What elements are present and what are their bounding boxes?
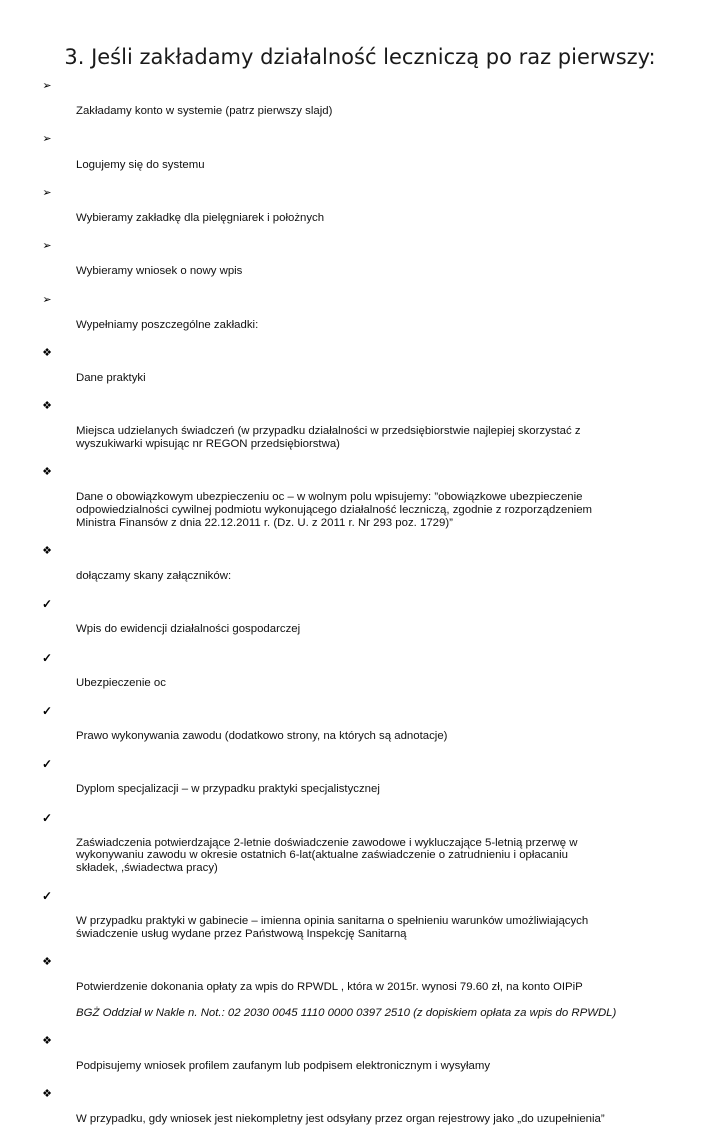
list-item [40,400,700,463]
list-item-text: Podpisujemy wniosek profilem zaufanym lub podpisem elektronicznym i wysyłamy [76,1059,491,1072]
diamond-bullet-icon [40,545,54,558]
checkmark-bullet-icon [40,652,54,665]
list-item [40,466,700,542]
list-item-text: Miejsca udzielanych świadczeń (w przypadku działalności w przedsiębiorstwie najlepiej skorzystać z wyszukiwarki wpisując nr REGON przedsiębiorstwa) [76,425,581,451]
list-item-text: Prawo wykonywania zawodu (dodatkowo strony, na których są adnotacje) [76,730,448,743]
list-item [40,1035,700,1085]
checkmark-bullet-icon [40,598,54,611]
arrow-bullet-icon [40,240,54,253]
list-item [40,347,700,397]
checkmark-bullet-icon [40,890,54,903]
arrow-bullet-icon [40,133,54,146]
list-item [40,956,700,1032]
list-item [40,1088,700,1138]
diamond-bullet-icon [40,466,54,479]
arrow-bullet-icon [40,187,54,200]
checkmark-bullet-icon [40,758,54,771]
arrow-bullet-icon [40,80,54,93]
list-item-text: Dane praktyki [76,372,146,385]
list-item-text: Dane o obowiązkowym ubezpieczeniu oc – w wolnym polu wpisujemy: ”obowiązkowe ubezpieczenie odpowiedzialności cywilnej podmiotu wykonującego działalność leczniczą, zgodnie z rozporządzeniem Ministra Finansów z dnia 22.12.2011 r. (Dz. U. z 2011 r. Nr 293 poz. 1729)” [76,491,593,529]
list-item [40,294,700,344]
list-item-text: Ubezpieczenie oc [76,676,166,689]
diamond-bullet-icon [40,1035,54,1048]
list-item-text: Logujemy się do systemu [76,158,205,171]
diamond-bullet-icon [40,956,54,969]
list-item-text: Dyplom specjalizacji – w przypadku praktyki specjalistycznej [76,783,380,796]
diamond-bullet-icon [40,1088,54,1101]
list-item [40,240,700,290]
list-item [40,652,700,702]
list-item-text: Wybieramy zakładkę dla pielęgniarek i położnych [76,211,325,224]
list-item-text: Wpis do ewidencji działalności gospodarczej [76,623,301,636]
list-item [40,133,700,183]
list-item-text: Zakładamy konto w systemie (patrz pierwszy slajd) [76,105,333,118]
slide-title: 3. Jeśli zakładamy działalność leczniczą po raz pierwszy: [64,45,656,69]
bullet-list [40,80,700,1142]
diamond-bullet-icon [40,347,54,360]
bank-account-text: BGŻ Oddział w Nakle n. Not.: 02 2030 0045 1110 0000 0397 2510 (z dopiskiem opłata za wpis do RPWDL) [76,1006,617,1019]
list-item [40,80,700,130]
list-item-text: Wybieramy wniosek o nowy wpis [76,265,243,278]
list-item [40,890,700,953]
list-item [40,545,700,595]
list-item [40,758,700,808]
list-item [40,187,700,237]
list-item-text: W przypadku, gdy wniosek jest niekompletny jest odsyłany przez organ rejestrowy jako „do uzupełnienia” [76,1113,605,1126]
list-item-text: Potwierdzenie dokonania opłaty za wpis do RPWDL , która w 2015r. wynosi 79.60 zł, na konto OIPiP [76,981,583,994]
list-item [40,812,700,888]
checkmark-bullet-icon [40,705,54,718]
list-item-text: Wypełniamy poszczególne zakładki: [76,318,259,331]
diamond-bullet-icon [40,400,54,413]
list-item-text: W przypadku praktyki w gabinecie – imienna opinia sanitarna o spełnieniu warunków umożliwiających świadczenie usług wydane przez Państwową Inspekcję Sanitarną [76,915,589,940]
list-item [40,705,700,755]
list-item-text: dołączamy skany załączników: [76,569,232,582]
arrow-bullet-icon [40,294,54,307]
list-item-text: Zaświadczenia potwierdzające 2-letnie doświadczenie zawodowe i wykluczające 5-letnią przerwę w wykonywaniu zawodu w okresie ostatnich 6-lat(aktualne zaświadczenie o zatrudnieniu i opłacaniu składek, ,świadectwa pracy) [76,836,578,875]
list-item [40,598,700,648]
checkmark-bullet-icon [40,812,54,825]
